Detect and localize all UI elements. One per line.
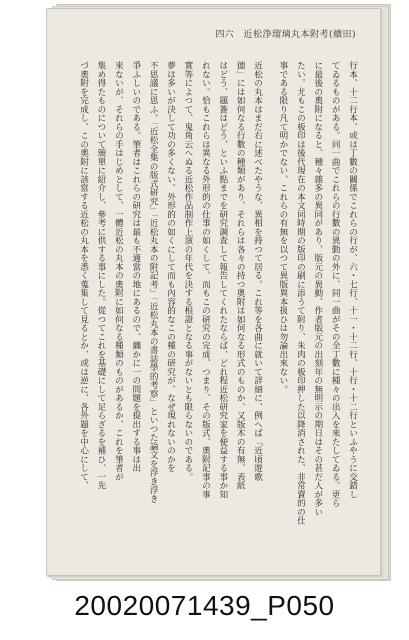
text-column: 來ないが、それらの手はじめとして、一體近松の丸本の奧附に如何なる種類のものがあるか、これを筆者が xyxy=(113,61,124,481)
text-column: 德」には如何なる行數の種類があり、それらは各々の持つ奧附は如何なる形式のものか、又版木の有無、表紙 xyxy=(235,61,246,490)
text-column: 行本、十二行本、或は丁數の關係でこれらの行が、六・七行、十一・十二行、十行・十二行といふやうに交錯し xyxy=(347,61,358,499)
text-column: 夢は多いが決して功の多くない、外形的の如くにして而も內容的なこの種の研究が、なぜ現れないのかを xyxy=(165,61,176,473)
text-column: はどう、題簽はどう、といふ點までを研究調査して報告してくれたならば、どれ程近松研究家を便益する事か知 xyxy=(217,61,228,499)
text-column: 爭ふしいのである。筆者はこれらの研究は最も不適當の地にあるので、纏かに一の問題を提出する事は出 xyxy=(130,61,141,473)
text-column: 事である限り凡て明かでない、これらの有無を以つて異版異本扱ひは勿論出來ない。 xyxy=(277,61,288,394)
image-caption: 20020071439_P050 xyxy=(74,590,335,621)
page-number: 四六 xyxy=(215,30,234,40)
text-column: 集め得たものについて簡單に紹介し、參考に供する事にした。從つてこれを基礎にして足らざるを補ひ、一先 xyxy=(95,61,106,490)
text-column: れない。恰もこれらは異なる外形的の仕事の如くして、而もこの研究の完成、つまり、その版式、奧附記事の事 xyxy=(200,61,211,499)
text-column: てゐるものがある。同一曲でこれらの行數の異動の外に、同一曲がその全丁數に種々の出入を來たしてゐる。更ら xyxy=(330,61,341,508)
text-column: 實等によつて、鬼角云へぬる近松作品制作上演の年代を決する根證となる事がないとも限らないのである。 xyxy=(182,61,193,481)
text-column: 近松の丸本はまだ右に述べたやうな、異相を持つて居る。これ等を各曲に就いて詳細に、例へば「近頃遊歌 xyxy=(252,61,263,481)
document-page xyxy=(46,8,381,576)
running-title: 近松浄瑠璃丸本附考(續田) xyxy=(243,30,356,40)
page-header xyxy=(215,27,356,40)
text-column: たい。尤もこの板印は後代現在の本文同時期の版印の刷に添うて附り、朱肉の板印押した以降消された、非常賣的の仕 xyxy=(295,61,306,525)
text-column: づ奧附を完成し、この奧附に該當する近松の丸本を悉く蒐集して見るとか、或は逆に、各外題を中心にして、 xyxy=(78,61,89,490)
text-column: 不思議に思ふ。「近松全集の版式研究」「近松丸本の附記考」「近松丸本の書誌學的考察」といつた論文を浮き浮き xyxy=(148,61,159,504)
text-column: に最後の奧附になると、種々雜多の異同があり、版元の異動、作者版元の出刻年の無明示の期日はその甚だ人が多い xyxy=(312,61,323,516)
